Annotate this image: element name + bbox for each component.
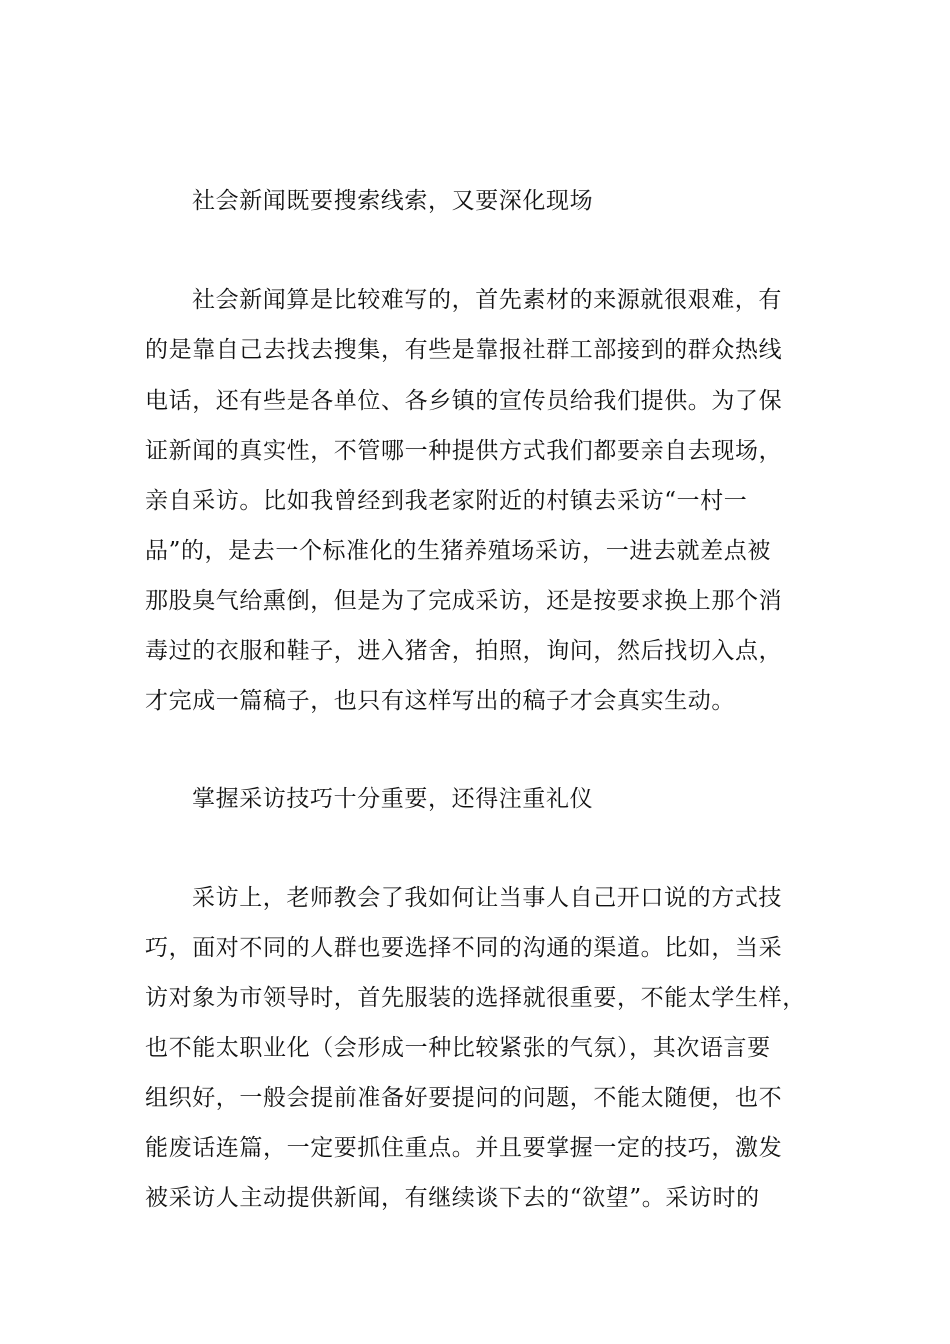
paragraph-line: 也不能太职业化（会形成一种比较紧张的气氛），其次语言要 [145,1035,771,1061]
paragraph-line: 的是靠自己去找去搜集，有些是靠报社群工部接到的群众热线 [145,337,783,363]
paragraph-line: 访对象为市领导时，首先服装的选择就很重要，不能太学生样， [145,985,806,1011]
paragraph-line: 组织好，一般会提前准备好要提问的问题，不能太随便，也不 [145,1085,783,1111]
paragraph-line: 能废话连篇，一定要抓住重点。并且要掌握一定的技巧，激发 [145,1135,783,1161]
paragraph-line: 品”的，是去一个标准化的生猪养殖场采访，一进去就差点被 [145,538,771,564]
paragraph-line: 亲自采访。比如我曾经到我老家附近的村镇去采访“一村一 [145,488,748,514]
paragraph-line: 采访上，老师教会了我如何让当事人自己开口说的方式技 [192,885,782,911]
paragraph-line: 电话，还有些是各单位、各乡镇的宣传员给我们提供。为了保 [145,388,783,414]
section-heading: 掌握采访技巧十分重要，还得注重礼仪 [192,786,594,812]
paragraph-line: 证新闻的真实性，不管哪一种提供方式我们都要亲自去现场， [145,438,783,464]
paragraph-line: 才完成一篇稿子，也只有这样写出的稿子才会真实生动。 [145,688,735,714]
paragraph-line: 那股臭气给熏倒，但是为了完成采访，还是按要求换上那个消 [145,588,783,614]
paragraph-line: 社会新闻算是比较难写的，首先素材的来源就很艰难，有 [192,287,782,313]
paragraph-line: 巧，面对不同的人群也要选择不同的沟通的渠道。比如，当采 [145,935,783,961]
section-heading: 社会新闻既要搜索线索，又要深化现场 [192,188,594,214]
paragraph-line: 被采访人主动提供新闻，有继续谈下去的“欲望”。采访时的 [145,1185,760,1211]
paragraph-line: 毒过的衣服和鞋子，进入猪舍，拍照，询问，然后找切入点， [145,638,783,664]
